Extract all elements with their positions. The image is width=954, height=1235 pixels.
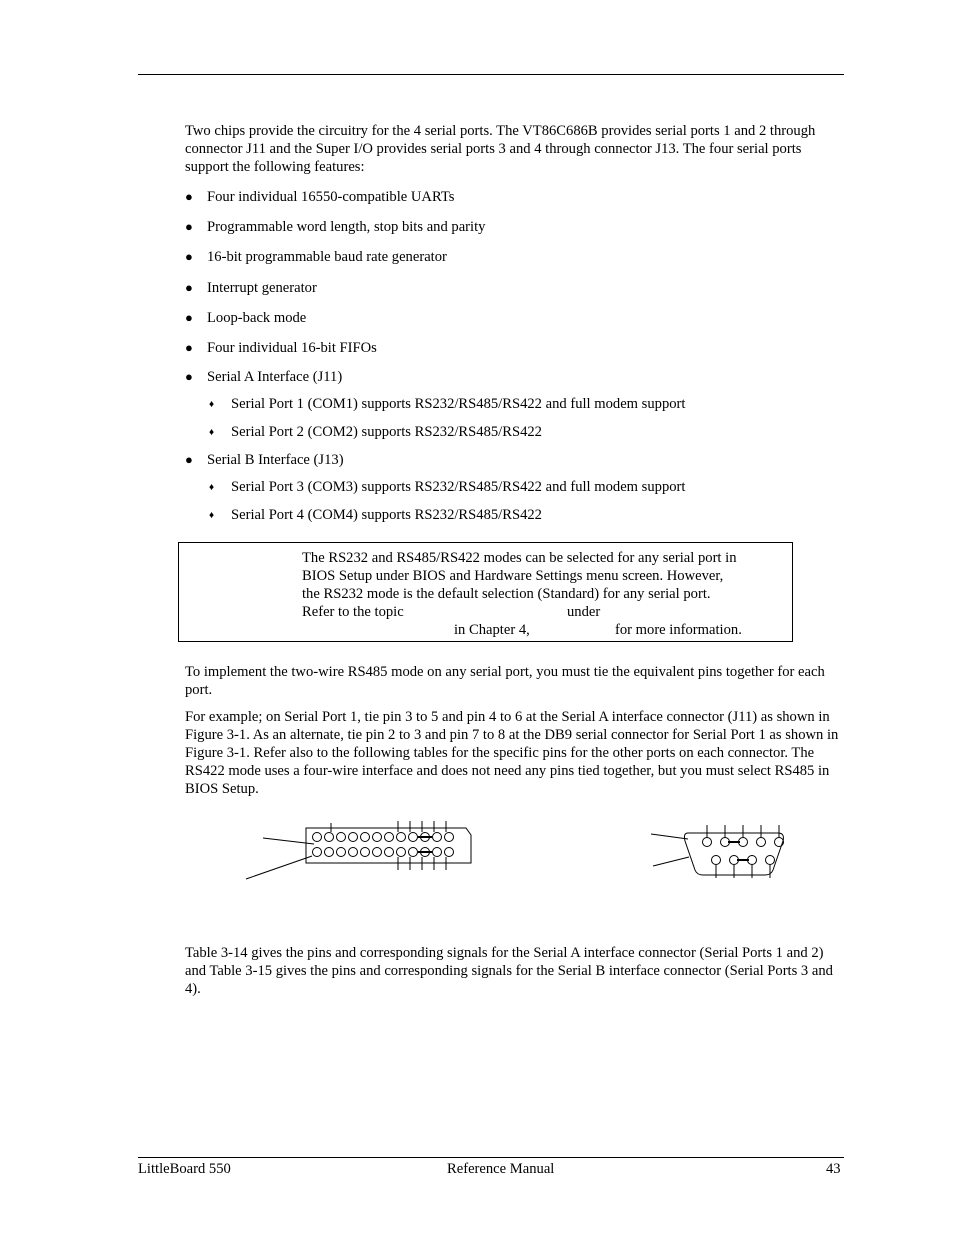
note-box xyxy=(178,542,793,642)
intro-paragraph: Two chips provide the circuitry for the 4 serial ports. The VT86C686B provides serial ports 1 and 2 through connector J11 and the Super I/O provides serial ports 3 and 4 through connector J13. The four serial ports support the following features: xyxy=(185,123,816,175)
connector-figure xyxy=(240,815,800,890)
rs485-paragraph: To implement the two-wire RS485 mode on any serial port, you must tie the equivalent pins together for each port. xyxy=(185,664,825,698)
footer-manual: Reference Manual xyxy=(447,1161,555,1177)
header-rule xyxy=(138,74,844,75)
footer-rule xyxy=(138,1157,844,1158)
note-line: The RS232 and RS485/RS422 modes can be selected for any serial port in xyxy=(302,550,737,566)
note-line: for more information. xyxy=(615,622,742,638)
example-paragraph: For example; on Serial Port 1, tie pin 3 to 5 and pin 4 to 6 at the Serial A interface connector (J11) as shown in Figure 3-1. As an alternate, tie pin 2 to 3 and pin 7 to 8 at the DB9 serial connector for Serial Port 1 as shown in Figure 3-1. Refer also to the following tables for the specific pins for the other ports on each connector. The RS422 mode uses a four-wire interface and does not need any pins tied together, but you must select RS485 in BIOS Setup. xyxy=(185,709,839,797)
tables-paragraph: Table 3-14 gives the pins and corresponding signals for the Serial A interface connector (Serial Ports 1 and 2) and Table 3-15 gives the pins and corresponding signals for the Serial B interface connector (Serial Ports 3 and 4). xyxy=(185,945,833,997)
db9-connector-drawing xyxy=(651,825,784,878)
note-line: under xyxy=(567,604,601,620)
note-line: in Chapter 4, xyxy=(454,622,530,638)
footer-title: LittleBoard 550 xyxy=(138,1161,231,1177)
note-line: the RS232 mode is the default selection (Standard) for any serial port. xyxy=(302,586,711,602)
note-line: Refer to the topic xyxy=(302,604,404,620)
j11-connector-drawing xyxy=(246,821,471,879)
note-line: BIOS Setup under BIOS and Hardware Settings menu screen. However, xyxy=(302,568,724,584)
page-number: 43 xyxy=(826,1161,841,1177)
